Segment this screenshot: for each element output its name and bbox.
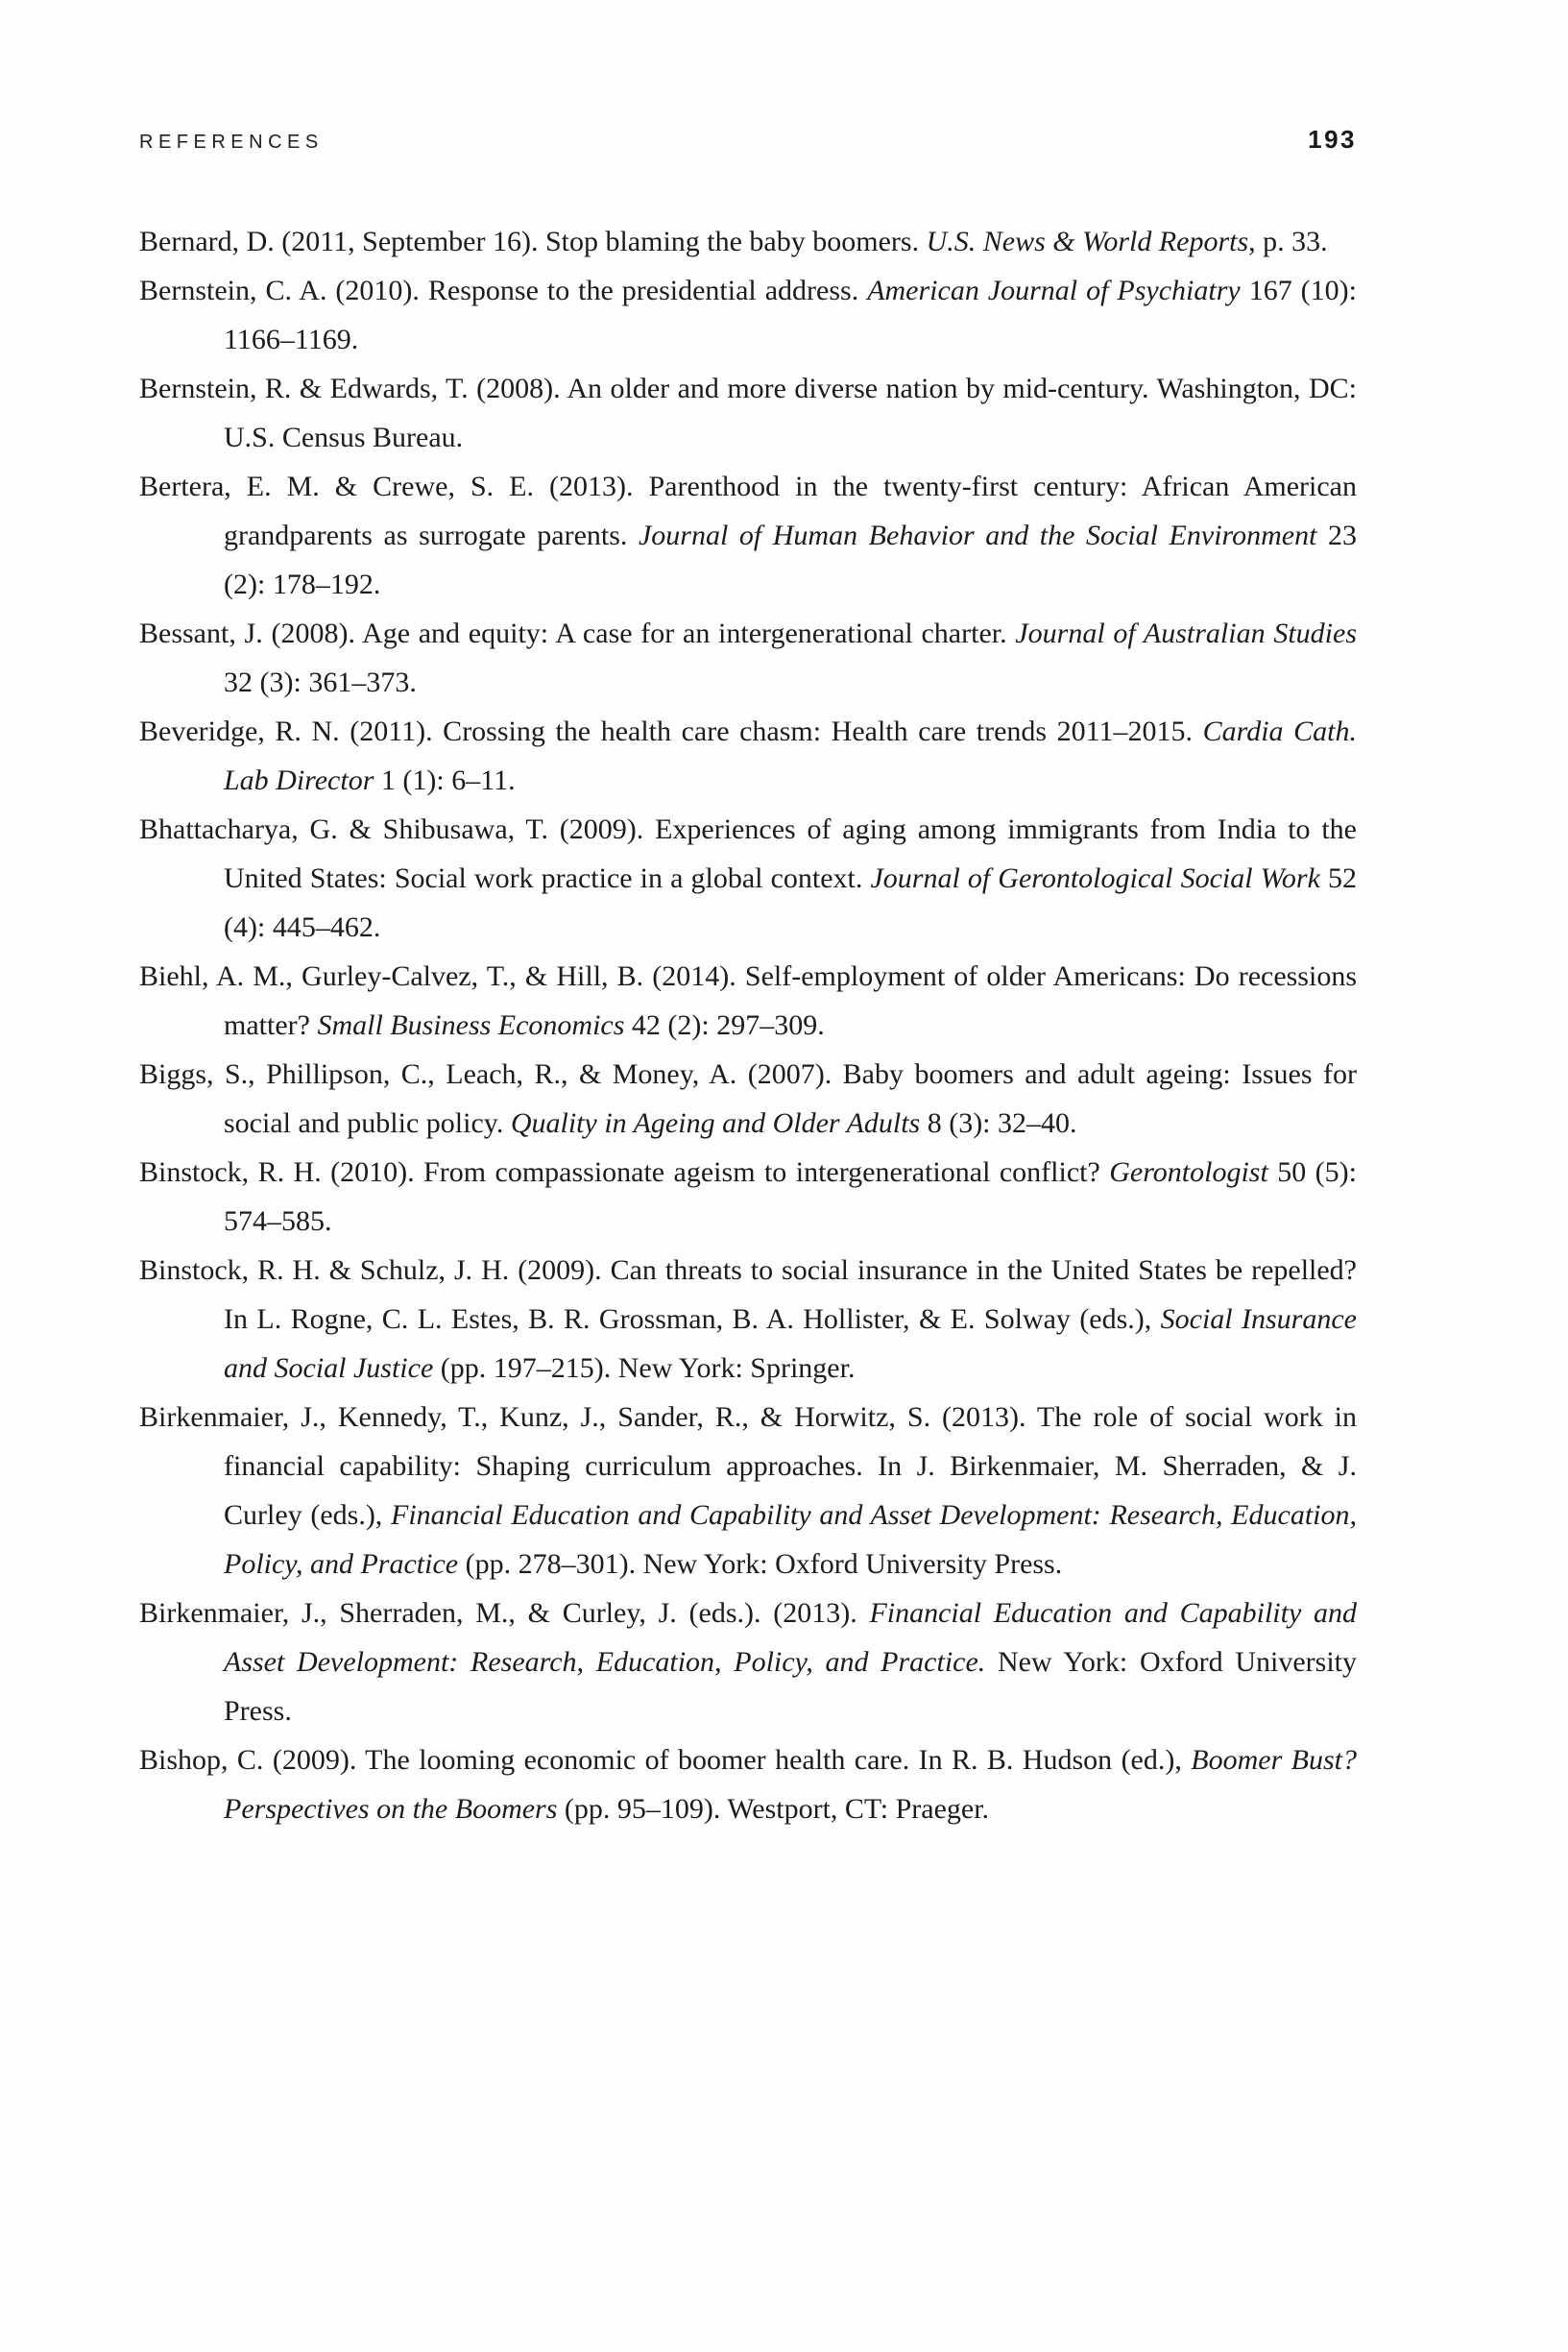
reference-text: Bhattacharya, G. & Shibusawa, T. (2009). Experiences of aging among immigrants from India to the United States: Social work practice in a global context. — [139, 813, 1357, 894]
reference-text: Bishop, C. (2009). The looming economic of boomer health care. In R. B. Hudson (ed.), — [139, 1744, 1192, 1776]
reference-entry — [139, 1393, 1357, 1588]
reference-entry — [139, 1735, 1357, 1833]
reference-entry — [139, 707, 1357, 805]
reference-text: Bertera, E. M. & Crewe, S. E. (2013). Parenthood in the twenty-first century: African American grandparents as surrogate parents. — [139, 471, 1357, 551]
reference-entry — [139, 217, 1357, 266]
reference-text: Binstock, R. H. & Schulz, J. H. (2009). Can threats to social insurance in the United States be repelled? In L. Rogne, C. L. Estes, B. R. Grossman, B. A. Hollister, & E. Solway (eds.), — [139, 1254, 1357, 1335]
reference-title-italic: Journal of Australian Studies — [1015, 618, 1357, 649]
reference-title-italic: U.S. News & World Reports, — [926, 226, 1256, 257]
reference-text: (pp. 197–215). New York: Springer. — [433, 1352, 856, 1384]
reference-title-italic: Small Business Economics — [317, 1009, 625, 1041]
reference-title-italic: Financial Education and Capability and Asset Development: Research, Education, Policy, and Practice — [224, 1499, 1357, 1580]
reference-text: Birkenmaier, J., Kennedy, T., Kunz, J., Sander, R., & Horwitz, S. (2013). The role of social work in financial capability: Shaping curriculum approaches. In J. Birkenmaier, M. Sherraden, & J. Curley (eds.), — [139, 1401, 1357, 1531]
reference-title-italic: Gerontologist — [1109, 1156, 1268, 1188]
reference-title-italic: Social Insurance and Social Justice — [224, 1303, 1357, 1384]
running-head-title: REFERENCES — [139, 132, 324, 153]
reference-text: (pp. 95–109). Westport, CT: Praeger. — [557, 1793, 990, 1825]
reference-entry — [139, 1246, 1357, 1393]
reference-entry — [139, 364, 1357, 462]
reference-entry — [139, 462, 1357, 609]
reference-title-italic: Financial Education and Capability and Asset Development: Research, Education, Policy, and Practice. — [224, 1597, 1357, 1678]
reference-text: 167 (10): 1166–1169. — [224, 275, 1357, 355]
references-list — [139, 217, 1357, 1833]
reference-text: Bessant, J. (2008). Age and equity: A case for an intergenerational charter. — [139, 618, 1016, 649]
reference-entry — [139, 1050, 1357, 1148]
reference-text: Bernard, D. (2011, September 16). Stop blaming the baby boomers. — [139, 226, 927, 257]
page-number: 193 — [1308, 125, 1357, 154]
running-header — [139, 125, 1357, 155]
reference-text: Bernstein, C. A. (2010). Response to the presidential address. — [139, 275, 868, 306]
reference-entry — [139, 1588, 1357, 1735]
reference-text: p. 33. — [1255, 226, 1328, 257]
reference-text: 32 (3): 361–373. — [224, 667, 417, 698]
reference-title-italic: Boomer Bust? Perspectives on the Boomers — [224, 1744, 1357, 1825]
reference-title-italic: American Journal of Psychiatry — [867, 275, 1241, 306]
reference-entry — [139, 952, 1357, 1050]
reference-text: Beveridge, R. N. (2011). Crossing the health care chasm: Health care trends 2011–2015. — [139, 715, 1203, 747]
reference-text: 42 (2): 297–309. — [624, 1009, 825, 1041]
reference-text: 1 (1): 6–11. — [374, 764, 516, 796]
reference-text: Biehl, A. M., Gurley-Calvez, T., & Hill, B. (2014). Self-employment of older Americans: Do recessions matter? — [139, 960, 1357, 1041]
reference-title-italic: Quality in Ageing and Older Adults — [510, 1107, 921, 1139]
reference-text: Birkenmaier, J., Sherraden, M., & Curley, J. (eds.). (2013). — [139, 1597, 870, 1629]
reference-title-italic: Cardia Cath. Lab Director — [224, 715, 1357, 796]
reference-entry — [139, 805, 1357, 952]
reference-entry — [139, 609, 1357, 707]
reference-text: 8 (3): 32–40. — [920, 1107, 1077, 1139]
reference-text: Bernstein, R. & Edwards, T. (2008). An older and more diverse nation by mid-century. Washington, DC: U.S. Census Bureau. — [139, 373, 1357, 453]
reference-entry — [139, 266, 1357, 364]
reference-text: Binstock, R. H. (2010). From compassionate ageism to intergenerational conflict? — [139, 1156, 1110, 1188]
reference-text: (pp. 278–301). New York: Oxford University Press. — [458, 1548, 1063, 1580]
reference-entry — [139, 1148, 1357, 1246]
reference-text: New York: Oxford University Press. — [224, 1646, 1357, 1727]
reference-text: 23 (2): 178–192. — [224, 520, 1357, 600]
reference-title-italic: Journal of Human Behavior and the Social Environment — [638, 520, 1317, 551]
reference-text: 50 (5): 574–585. — [224, 1156, 1357, 1237]
reference-text: Biggs, S., Phillipson, C., Leach, R., & Money, A. (2007). Baby boomers and adult ageing: Issues for social and public policy. — [139, 1058, 1357, 1139]
reference-title-italic: Journal of Gerontological Social Work — [870, 862, 1320, 894]
reference-text: 52 (4): 445–462. — [224, 862, 1357, 943]
